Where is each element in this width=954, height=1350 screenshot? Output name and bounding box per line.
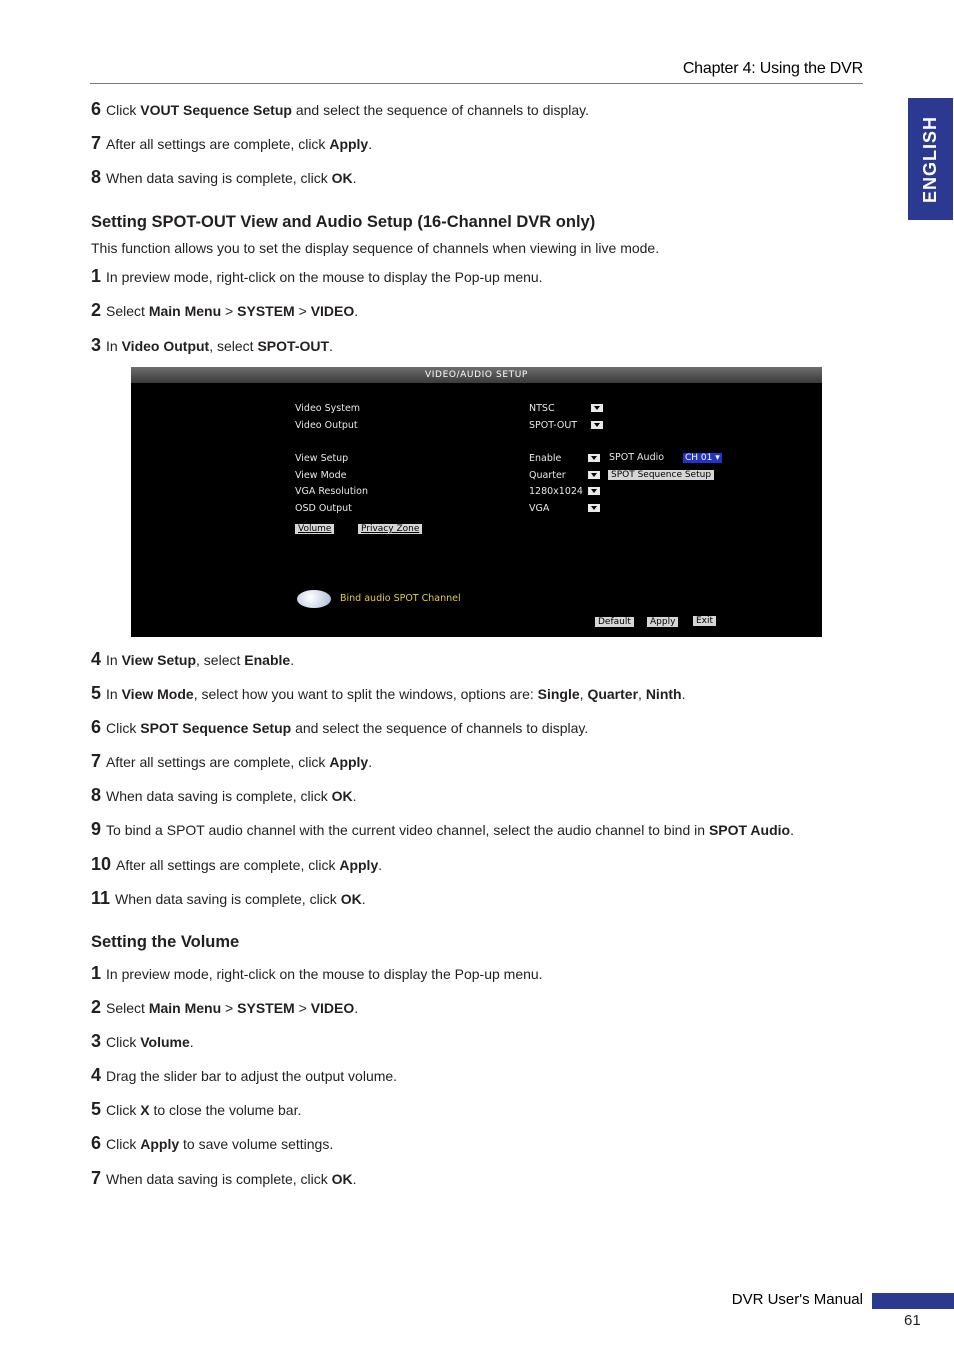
header-divider — [90, 83, 863, 84]
step-number: 1 — [91, 266, 102, 286]
step-keyword: OK — [331, 1171, 353, 1187]
chevron-down-icon: ▾ — [715, 453, 720, 463]
section-heading-volume: Setting the Volume — [91, 933, 240, 951]
osd-output-value[interactable]: VGA — [529, 503, 550, 514]
chevron-down-icon[interactable] — [588, 504, 600, 512]
section-heading-spot-out: Setting SPOT-OUT View and Audio Setup (16-Channel DVR only) — [91, 213, 596, 231]
step-keyword: SPOT Sequence Setup — [140, 720, 292, 736]
privacy-zone-button[interactable]: Privacy Zone — [358, 524, 422, 534]
step-number: 11 — [91, 888, 111, 908]
step-text: Select Main Menu > SYSTEM > VIDEO. — [106, 303, 359, 319]
step-text: Drag the slider bar to adjust the output volume. — [106, 1068, 398, 1084]
step-text: After all settings are complete, click Apply. — [106, 136, 373, 152]
step-item — [91, 335, 333, 356]
step-keyword: Main Menu — [148, 303, 222, 319]
step-number: 6 — [91, 1133, 102, 1153]
step-item — [91, 819, 794, 840]
view-mode-label: View Mode — [295, 470, 347, 481]
step-keyword: VIDEO — [310, 303, 355, 319]
video-output-value[interactable]: SPOT-OUT — [529, 420, 578, 431]
step-keyword: Single — [537, 686, 580, 702]
step-item — [91, 167, 357, 188]
step-number: 3 — [91, 335, 102, 355]
chevron-down-icon[interactable] — [591, 421, 603, 429]
step-text: After all settings are complete, click Apply. — [106, 754, 373, 770]
language-tab — [908, 98, 953, 220]
exit-button[interactable]: Exit — [693, 616, 716, 626]
step-keyword: Enable — [244, 652, 291, 668]
step-item — [91, 785, 357, 806]
step-keyword: View Setup — [121, 652, 197, 668]
spot-audio-label: SPOT Audio — [609, 452, 665, 463]
step-text: In preview mode, right-click on the mouse to display the Pop-up menu. — [106, 966, 543, 982]
step-item — [91, 854, 382, 875]
step-item — [91, 1065, 397, 1086]
step-number: 7 — [91, 751, 102, 771]
step-keyword: View Mode — [121, 686, 194, 702]
step-text: To bind a SPOT audio channel with the current video channel, select the audio channel to bind in SPOT Audio. — [106, 822, 794, 838]
step-text: In View Setup, select Enable. — [106, 652, 295, 668]
step-item — [91, 99, 589, 120]
step-keyword: Quarter — [587, 686, 639, 702]
step-text: Click VOUT Sequence Setup and select the sequence of channels to display. — [106, 102, 590, 118]
video-system-label: Video System — [295, 403, 361, 414]
apply-button[interactable]: Apply — [647, 617, 678, 627]
step-keyword: Ninth — [645, 686, 682, 702]
chevron-down-icon[interactable] — [588, 487, 600, 495]
dvr-window-title: VIDEO/AUDIO SETUP — [131, 367, 822, 383]
step-keyword: Volume — [140, 1034, 190, 1050]
chevron-down-icon[interactable] — [588, 471, 600, 479]
step-item — [91, 1099, 301, 1120]
step-keyword: SPOT-OUT — [257, 338, 330, 354]
step-keyword: Apply — [329, 754, 369, 770]
step-number: 2 — [91, 300, 102, 320]
step-keyword: Apply — [329, 136, 369, 152]
step-number: 5 — [91, 1099, 102, 1119]
step-keyword: OK — [331, 788, 353, 804]
step-number: 4 — [91, 1065, 102, 1085]
step-keyword: Video Output — [121, 338, 210, 354]
video-audio-setup-screenshot — [131, 367, 822, 637]
step-text: After all settings are complete, click Apply. — [116, 857, 383, 873]
manual-title: DVR User's Manual — [731, 1291, 863, 1308]
bind-audio-hint: Bind audio SPOT Channel — [340, 593, 461, 604]
step-item — [91, 751, 372, 772]
view-setup-value[interactable]: Enable — [529, 453, 562, 464]
speech-bubble-icon — [297, 590, 331, 608]
step-text: In preview mode, right-click on the mouse to display the Pop-up menu. — [106, 269, 543, 285]
step-number: 1 — [91, 963, 102, 983]
vga-resolution-label: VGA Resolution — [295, 486, 369, 497]
step-item — [91, 683, 685, 704]
step-text: When data saving is complete, click OK. — [106, 1171, 357, 1187]
step-number: 8 — [91, 785, 102, 805]
step-item — [91, 997, 358, 1018]
step-item — [91, 717, 588, 738]
step-text: When data saving is complete, click OK. — [115, 891, 366, 907]
step-item — [91, 649, 294, 670]
step-number: 8 — [91, 167, 102, 187]
step-item — [91, 266, 543, 287]
osd-output-label: OSD Output — [295, 503, 352, 514]
chevron-down-icon[interactable] — [591, 404, 603, 412]
spot-sequence-setup-button[interactable]: SPOT Sequence Setup — [608, 470, 714, 480]
step-text: Click Volume. — [106, 1034, 194, 1050]
step-text: In View Mode, select how you want to split the windows, options are: Single, Quarter, Ninth. — [106, 686, 686, 702]
step-keyword: SYSTEM — [237, 1000, 295, 1016]
step-keyword: VIDEO — [310, 1000, 355, 1016]
view-mode-value[interactable]: Quarter — [529, 470, 566, 481]
step-number: 7 — [91, 133, 102, 153]
chevron-down-icon[interactable] — [588, 454, 600, 462]
step-item — [91, 1031, 194, 1052]
page-number: 61 — [904, 1312, 921, 1329]
default-button[interactable]: Default — [595, 617, 634, 627]
step-number: 7 — [91, 1168, 102, 1188]
step-keyword: OK — [331, 170, 353, 186]
step-item — [91, 1168, 357, 1189]
spot-audio-select[interactable] — [683, 453, 722, 463]
view-setup-label: View Setup — [295, 453, 349, 464]
step-keyword: Apply — [339, 857, 379, 873]
section-intro: This function allows you to set the display sequence of channels when viewing in live mode. — [91, 240, 660, 256]
step-number: 3 — [91, 1031, 102, 1051]
step-number: 6 — [91, 99, 102, 119]
language-tab-label: ENGLISH — [920, 115, 941, 203]
step-text: When data saving is complete, click OK. — [106, 170, 357, 186]
step-keyword: VOUT Sequence Setup — [140, 102, 292, 118]
step-text: When data saving is complete, click OK. — [106, 788, 357, 804]
step-number: 5 — [91, 683, 102, 703]
step-number: 2 — [91, 997, 102, 1017]
footer-accent-bar — [872, 1293, 954, 1309]
chapter-title: Chapter 4: Using the DVR — [682, 60, 863, 77]
vga-resolution-value[interactable]: 1280x1024 — [529, 486, 583, 497]
step-item — [91, 300, 358, 321]
step-number: 10 — [91, 854, 112, 874]
step-text: Click X to close the volume bar. — [106, 1102, 302, 1118]
spot-audio-value: CH 01 — [685, 453, 713, 463]
video-system-value[interactable]: NTSC — [529, 403, 555, 414]
step-number: 6 — [91, 717, 102, 737]
step-number: 9 — [91, 819, 102, 839]
step-text: In Video Output, select SPOT-OUT. — [106, 338, 333, 354]
step-item — [91, 963, 543, 984]
video-output-label: Video Output — [295, 420, 358, 431]
step-keyword: SPOT Audio — [708, 822, 791, 838]
step-item — [91, 133, 372, 154]
step-text: Click Apply to save volume settings. — [106, 1136, 334, 1152]
step-item — [91, 888, 366, 909]
step-keyword: SYSTEM — [237, 303, 295, 319]
step-keyword: Main Menu — [148, 1000, 222, 1016]
step-item — [91, 1133, 333, 1154]
volume-button[interactable]: Volume — [295, 524, 334, 534]
step-text: Select Main Menu > SYSTEM > VIDEO. — [106, 1000, 359, 1016]
step-text: Click SPOT Sequence Setup and select the sequence of channels to display. — [106, 720, 589, 736]
step-number: 4 — [91, 649, 102, 669]
step-keyword: X — [140, 1102, 150, 1118]
step-keyword: Apply — [140, 1136, 180, 1152]
step-keyword: OK — [340, 891, 362, 907]
